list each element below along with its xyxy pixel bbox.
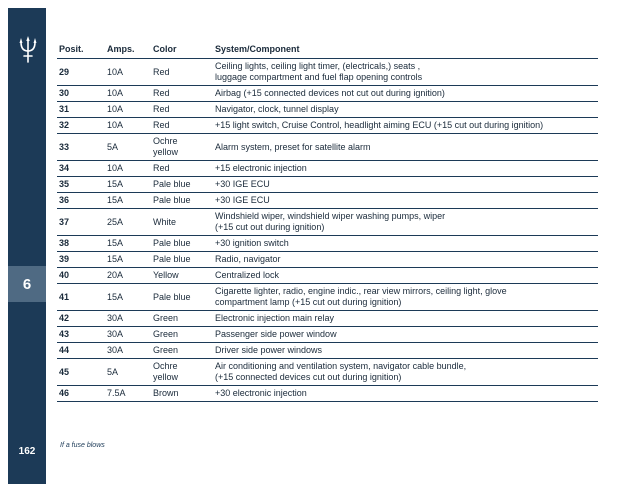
fuse-color: Pale blue [151, 236, 213, 252]
fuse-position: 35 [57, 177, 105, 193]
fuse-color: Pale blue [151, 193, 213, 209]
table-row [57, 118, 598, 134]
table-row [57, 252, 598, 268]
fuse-position: 37 [57, 209, 105, 236]
fuse-color: Red [151, 161, 213, 177]
fuse-position: 40 [57, 268, 105, 284]
table-row [57, 59, 598, 86]
table-row [57, 209, 598, 236]
header-color: Color [151, 42, 213, 59]
page-number: 162 [18, 446, 36, 457]
fuse-system: +30 ignition switch [213, 236, 598, 252]
fuse-amperage: 15A [105, 236, 151, 252]
fuse-system: Cigarette lighter, radio, engine indic., rear view mirrors, ceiling light, glove compartment lamp (+15 cut out during ignition) [213, 284, 598, 311]
fuse-amperage: 10A [105, 86, 151, 102]
fuse-system: Centralized lock [213, 268, 598, 284]
fuse-system: Navigator, clock, tunnel display [213, 102, 598, 118]
header-system: System/Component [213, 42, 598, 59]
fuse-amperage: 10A [105, 102, 151, 118]
fuse-system: Windshield wiper, windshield wiper washing pumps, wiper (+15 cut out during ignition) [213, 209, 598, 236]
fuse-position: 31 [57, 102, 105, 118]
fuse-amperage: 7.5A [105, 386, 151, 402]
fuse-color: Ochre yellow [151, 134, 213, 161]
fuse-system: Air conditioning and ventilation system, navigator cable bundle, (+15 connected devices cut out during ignition) [213, 359, 598, 386]
table-body [57, 59, 598, 402]
fuse-system: Driver side power windows [213, 343, 598, 359]
fuse-color: Red [151, 102, 213, 118]
fuse-position: 45 [57, 359, 105, 386]
fuse-system: Radio, navigator [213, 252, 598, 268]
fuse-system: +30 electronic injection [213, 386, 598, 402]
chapter-number: 6 [8, 266, 46, 302]
fuse-color: Pale blue [151, 284, 213, 311]
table-header-row [57, 42, 598, 59]
table-row [57, 86, 598, 102]
fuse-system: Alarm system, preset for satellite alarm [213, 134, 598, 161]
fuse-amperage: 10A [105, 118, 151, 134]
fuse-color: Yellow [151, 268, 213, 284]
fuse-amperage: 30A [105, 343, 151, 359]
fuse-color: Pale blue [151, 252, 213, 268]
fuse-amperage: 20A [105, 268, 151, 284]
fuse-system: Passenger side power window [213, 327, 598, 343]
table-row [57, 268, 598, 284]
fuse-position: 36 [57, 193, 105, 209]
fuse-table [57, 42, 598, 402]
fuse-color: Red [151, 86, 213, 102]
fuse-color: Pale blue [151, 177, 213, 193]
fuse-system: Electronic injection main relay [213, 311, 598, 327]
fuse-amperage: 30A [105, 311, 151, 327]
table-row [57, 327, 598, 343]
fuse-position: 33 [57, 134, 105, 161]
header-amps: Amps. [105, 42, 151, 59]
trident-logo-icon [18, 36, 38, 64]
fuse-amperage: 15A [105, 193, 151, 209]
table-row [57, 177, 598, 193]
fuse-amperage: 25A [105, 209, 151, 236]
fuse-amperage: 30A [105, 327, 151, 343]
fuse-position: 44 [57, 343, 105, 359]
table-row [57, 311, 598, 327]
fuse-position: 38 [57, 236, 105, 252]
fuse-system: Airbag (+15 connected devices not cut out during ignition) [213, 86, 598, 102]
fuse-system: +15 light switch, Cruise Control, headlight aiming ECU (+15 cut out during ignition) [213, 118, 598, 134]
fuse-system: +30 IGE ECU [213, 193, 598, 209]
fuse-position: 43 [57, 327, 105, 343]
fuse-system: Ceiling lights, ceiling light timer, (electricals,) seats , luggage compartment and fuel flap opening controls [213, 59, 598, 86]
sidebar [8, 8, 46, 484]
table-row [57, 102, 598, 118]
fuse-position: 32 [57, 118, 105, 134]
table-row [57, 134, 598, 161]
table-row [57, 284, 598, 311]
fuse-color: Green [151, 343, 213, 359]
table-row [57, 236, 598, 252]
fuse-position: 30 [57, 86, 105, 102]
fuse-position: 46 [57, 386, 105, 402]
footer-section-title: If a fuse blows [60, 442, 105, 449]
fuse-system: +15 electronic injection [213, 161, 598, 177]
fuse-position: 41 [57, 284, 105, 311]
fuse-position: 29 [57, 59, 105, 86]
fuse-amperage: 10A [105, 161, 151, 177]
fuse-position: 34 [57, 161, 105, 177]
table-row [57, 343, 598, 359]
table-row [57, 359, 598, 386]
table-row [57, 161, 598, 177]
fuse-amperage: 15A [105, 177, 151, 193]
header-position: Posit. [57, 42, 105, 59]
table-row [57, 193, 598, 209]
fuse-system: +30 IGE ECU [213, 177, 598, 193]
fuse-position: 39 [57, 252, 105, 268]
fuse-color: Brown [151, 386, 213, 402]
fuse-amperage: 15A [105, 284, 151, 311]
table-row [57, 386, 598, 402]
fuse-color: Red [151, 118, 213, 134]
fuse-color: Green [151, 311, 213, 327]
fuse-color: Red [151, 59, 213, 86]
fuse-position: 42 [57, 311, 105, 327]
fuse-amperage: 15A [105, 252, 151, 268]
fuse-color: Green [151, 327, 213, 343]
fuse-color: White [151, 209, 213, 236]
fuse-amperage: 5A [105, 134, 151, 161]
fuse-color: Ochre yellow [151, 359, 213, 386]
fuse-amperage: 5A [105, 359, 151, 386]
fuse-amperage: 10A [105, 59, 151, 86]
